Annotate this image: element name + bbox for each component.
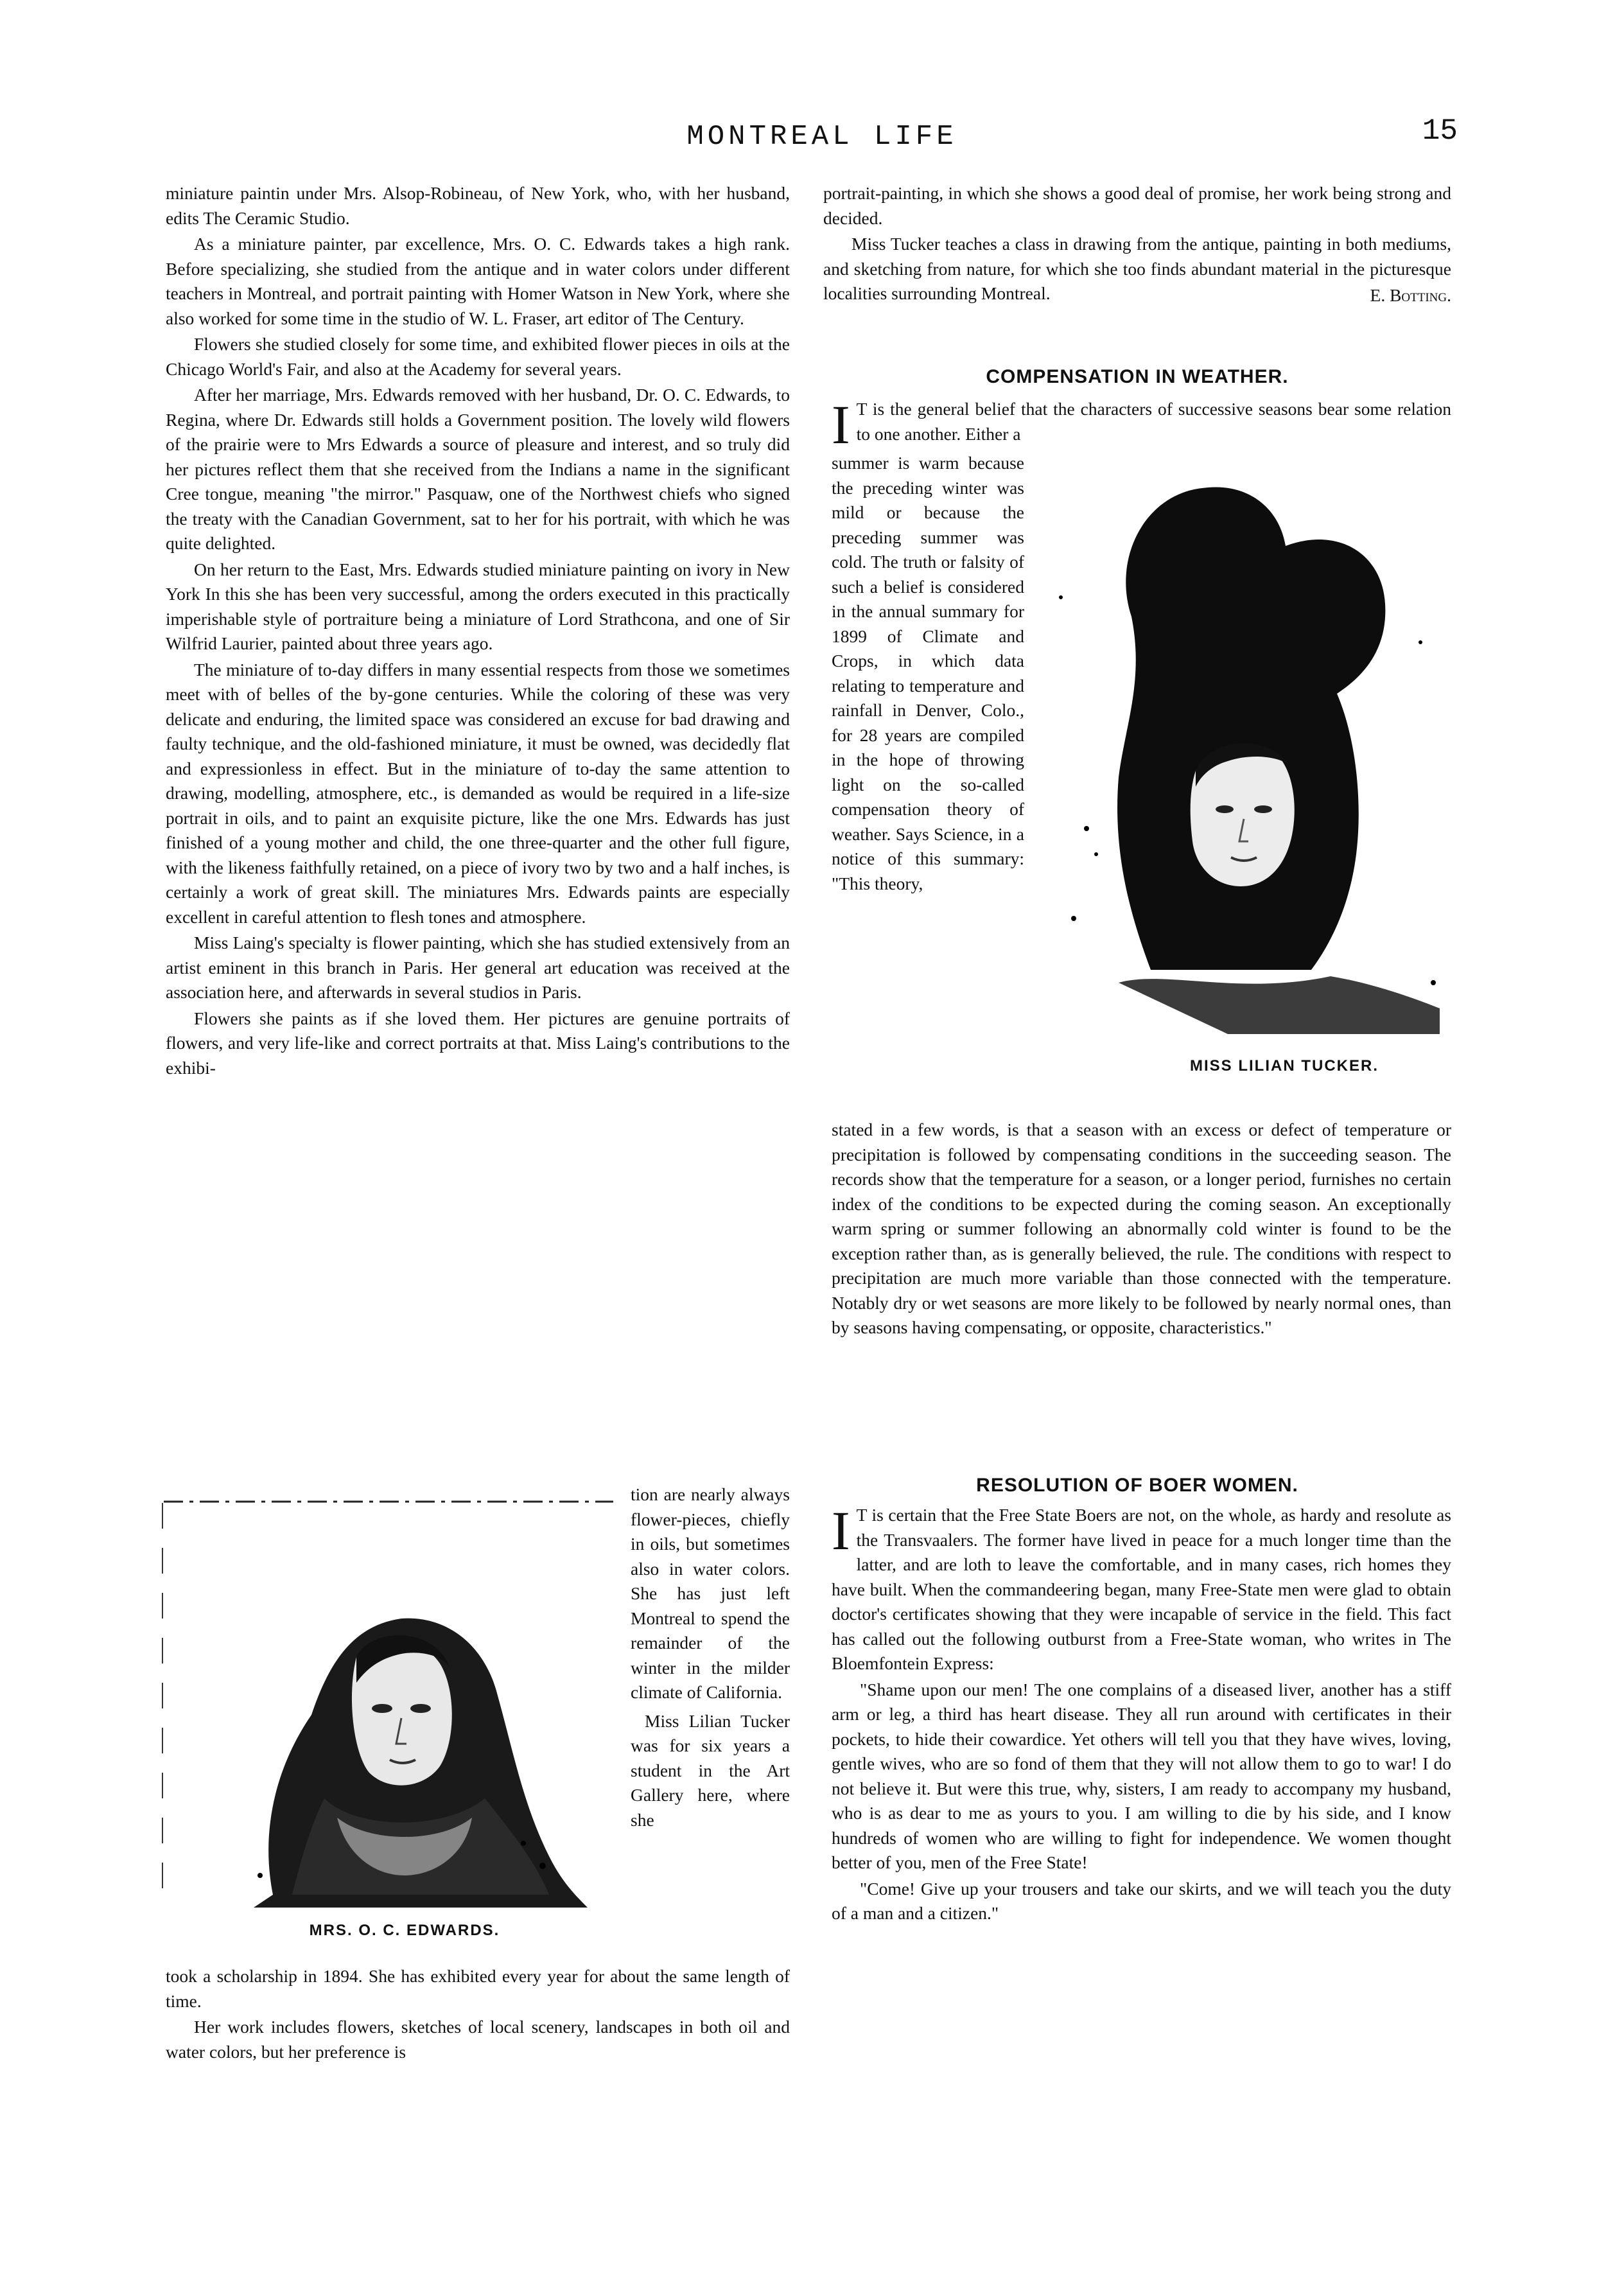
- dropcap: I: [832, 1500, 850, 1561]
- heading-boer-women: RESOLUTION OF BOER WOMEN.: [976, 1475, 1298, 1496]
- caption-miss-tucker: MISS LILIAN TUCKER.: [1190, 1057, 1379, 1075]
- article1-body: [832, 1118, 1451, 1342]
- photo-miss-tucker: [1035, 469, 1453, 1053]
- article2-paragraph: "Shame upon our men! The one complains of a diseased liver, another has a stiff arm or leg, a third has heart disease. They all run around with certificates in their pockets, to hide their cowardice. Yet others will tell you that they have wives, loving, gentle wives, who are so fond of them that they will not allow them to go to war! I do not believe it. But were this true, why, sisters, I am ready to accompany my husband, who is as dear to me as yours to you. I am willing to die by his side, and I know hundreds of women who are willing to fight for independence. We women thought better of you, men of the Free State!: [832, 1679, 1451, 1872]
- article1-lead-text: T is the general belief that the characters of successive seasons bear some relation to one another. Either a: [856, 399, 1451, 444]
- page-number: 15: [1422, 114, 1458, 148]
- left-paragraph: As a miniature painter, par excellence, Mrs. O. C. Edwards takes a high rank. Before specializing, she studied from the antique and in water colors under different teachers in Montreal, and portrait painting with Homer Watson in New York, where she also worked for some time in the studio of W. L. Fraser, art editor of The Century.: [166, 234, 790, 328]
- dropcap: I: [832, 394, 850, 455]
- article2-body: [832, 1500, 1451, 1927]
- left-column-top: [166, 181, 790, 1082]
- running-title: MONTREAL LIFE: [686, 121, 957, 153]
- article1-lead: [832, 394, 1451, 455]
- left-paragraph: took a scholarship in 1894. She has exhibited every year for about the same length of time.: [166, 1966, 790, 2011]
- wrap-paragraph: tion are nearly always flower-pieces, chiefly in oils, but sometimes also in water colors. She has just left Montreal to spend the remainder of the winter in the milder climate of California.: [631, 1484, 790, 1702]
- left-column-bottom: [166, 1964, 790, 2066]
- wrap-paragraph: Miss Lilian Tucker was for six years a student in the Art Gallery here, where she: [631, 1710, 790, 1830]
- right-paragraph: portrait-painting, in which she shows a good deal of promise, her work being strong and decided.: [823, 183, 1451, 228]
- right-column-intro: [823, 181, 1451, 308]
- heading-compensation: COMPENSATION IN WEATHER.: [986, 366, 1289, 387]
- right-paragraph: Miss Tucker teaches a class in drawing from the antique, painting in both mediums, and sketching from nature, for which she too finds abundant material in the picturesque localities surrounding Montreal.: [823, 234, 1451, 303]
- left-wrap-column: [631, 1482, 790, 1832]
- left-paragraph: After her marriage, Mrs. Edwards removed with her husband, Dr. O. C. Edwards, to Regina, where Dr. Edwards still holds a Government position. The lovely wild flowers of the prairie were to Mrs Edwards a source of pleasure and interest, and so truly did her pictures reflect them that she received from the Indians a name in the significant Cree tongue, meaning "the mirror." Pasquaw, one of the Northwest chiefs who signed the treaty with the Canadian Government, sat to her for his portrait, with which he was quite delighted.: [166, 385, 790, 553]
- left-paragraph: Her work includes flowers, sketches of local scenery, landscapes in both oil and water colors, but her preference is: [166, 2017, 790, 2062]
- left-paragraph: miniature paintin under Mrs. Alsop-Robineau, of New York, who, with her husband, edits The Ceramic Studio.: [166, 183, 790, 228]
- author-signature: E. Botting.: [1370, 285, 1451, 305]
- left-paragraph: On her return to the East, Mrs. Edwards studied miniature painting on ivory in New York In this she has been very successful, among the orders executed in this practically imperishable style of portraiture being a miniature of Lord Strathcona, and one of Sir Wilfrid Laurier, painted about three years ago.: [166, 559, 790, 653]
- article2-paragraph: "Come! Give up your trousers and take our skirts, and we will teach you the duty of a man and a citizen.": [832, 1878, 1451, 1923]
- left-paragraph: Flowers she paints as if she loved them. Her pictures are genuine portraits of flowers, and very life-like and correct portraits at that. Miss Laing's contributions to the exhibi-: [166, 1008, 790, 1078]
- left-paragraph: The miniature of to-day differs in many essential respects from those we sometimes meet with of belles of the by-gone centuries. While the coloring of these was very delicate and enduring, the limited space was considered an excuse for bad drawing and faulty technique, and the old-fashioned miniature, it must be owned, was decidedly flat and expressionless in effect. But in the miniature of to-day the same attention to drawing, modelling, atmosphere, etc., is demanded as would be required in a life-size portrait in oils, and to paint an exquisite picture, like the one Mrs. Edwards has just finished of a young mother and child, the one three-quarter and the other full figure, with the likeness faithfully retained, on a piece of ivory two by two and a half inches, is certainly a work of great skill. The miniatures Mrs. Edwards paints are especially excellent in careful attention to flesh tones and atmosphere.: [166, 659, 790, 927]
- left-paragraph: Miss Laing's specialty is flower painting, which she has studied extensively from an artist eminent in this branch in Paris. Her general art education was received at the association here, and afterwards in several studios in Paris.: [166, 933, 790, 1002]
- photo-mrs-edwards: [157, 1496, 620, 1914]
- article2-paragraph: T is certain that the Free State Boers are not, on the whole, as hardy and resolute as the Transvaalers. The former have lived in peace for a much longer time than the latter, and are loth to leave the comfortable, and in many cases, rich homes they have built. When the commandeering began, many Free-State men were glad to obtain doctor's certificates showing that they were incapable of service in the field. This fact has called out the following outburst from a Free-State woman, who writes in The Bloemfontein Express:: [832, 1505, 1451, 1673]
- caption-mrs-edwards: MRS. O. C. EDWARDS.: [309, 1922, 500, 1939]
- article1-wrap-column: [832, 451, 1024, 896]
- article1-body-text: stated in a few words, is that a season with an excess or defect of temperature or precipitation is followed by compensating conditions in the succeeding season. The records show that the temperature for a season, or a longer period, furnishes no certain index of the conditions to be expected during the coming season. An exceptionally warm spring or summer following an abnormally cold winter is found to be the exception rather than, as is generally believed, the rule. The conditions with respect to precipitation are much more variable than those connected with the temperature. Notably dry or wet seasons are more likely to be followed by nearly normal ones, than by seasons having compensating, or opposite, characteristics.": [832, 1119, 1451, 1337]
- portrait-illustration: [157, 1496, 620, 1914]
- left-paragraph: Flowers she studied closely for some time, and exhibited flower pieces in oils at the Chicago World's Fair, and also at the Academy for several years.: [166, 334, 790, 379]
- article1-wrap-text: summer is warm because the preceding winter was mild or because the preceding summer was cold. The truth or falsity of such a belief is considered in the annual summary for 1899 of Climate and Crops, in which data relating to temperature and rainfall in Denver, Colo., for 28 years are compiled in the hope of throwing light on the so-called compensation theory of weather. Says Science, in a notice of this summary: "This theory,: [832, 453, 1024, 893]
- portrait-illustration: [1035, 469, 1453, 1053]
